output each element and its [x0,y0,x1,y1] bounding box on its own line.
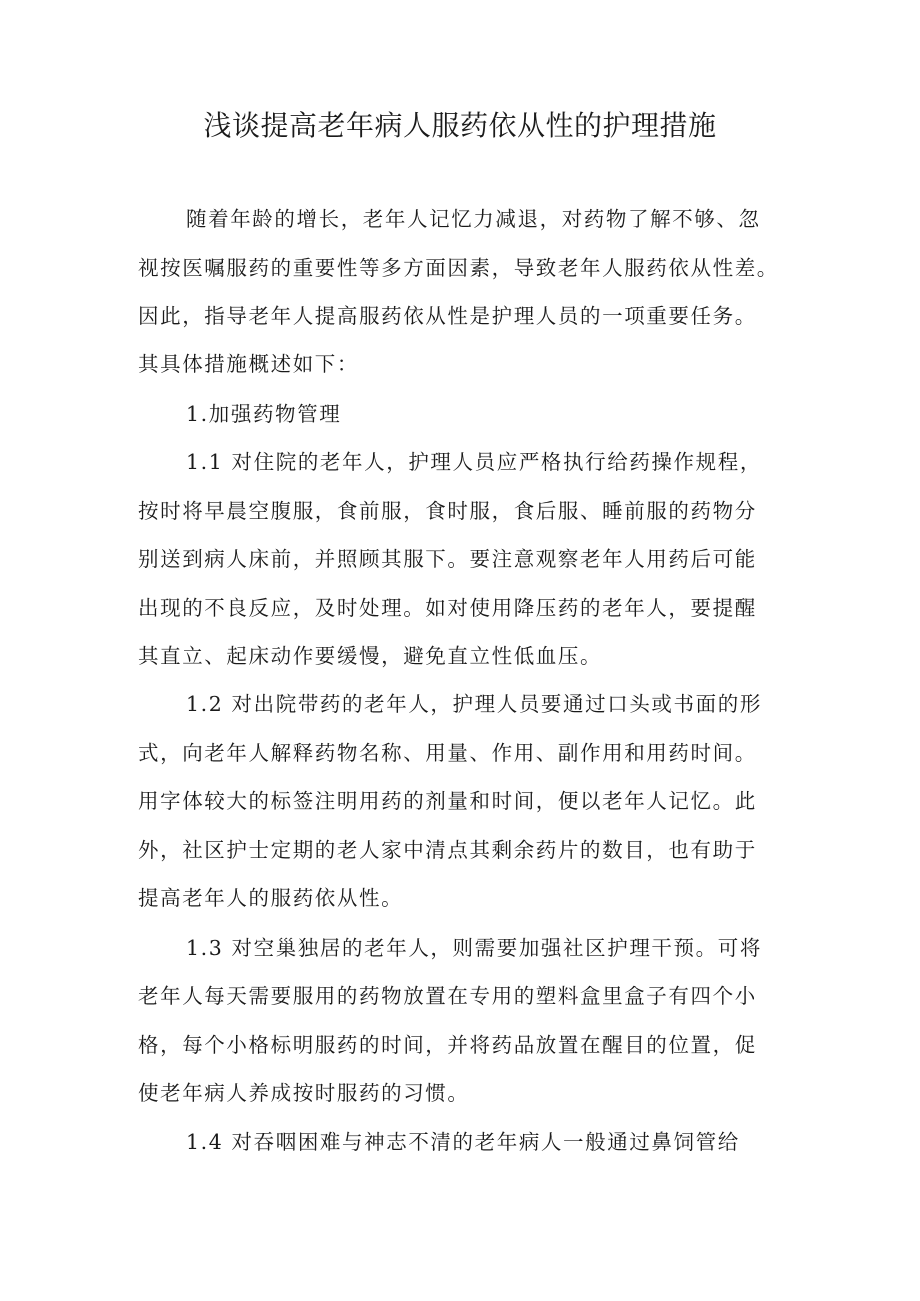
paragraph-line: 用字体较大的标签注明用药的剂量和时间，便以老年人记忆。此 [138,789,757,813]
paragraph-line: 外，社区护士定期的老人家中清点其剩余药片的数目，也有助于 [138,838,757,862]
paragraph-line: 别送到病人床前，并照顾其服下。要注意观察老年人用药后可能 [138,547,757,571]
paragraph-line: 按时将早晨空腹服，食前服，食时服，食后服、睡前服的药物分 [138,499,757,523]
paragraph-line: 使老年病人养成按时服药的习惯。 [138,1081,470,1105]
paragraph-line: 格，每个小格标明服药的时间，并将药品放置在醒目的位置，促 [138,1033,757,1057]
paragraph-line: 因此，指导老年人提高服药依从性是护理人员的一项重要任务。 [138,304,757,328]
paragraph-line: 1.1 对住院的老年人，护理人员应严格执行给药操作规程， [186,450,762,474]
paragraph-line: 1.4 对吞咽困难与神志不清的老年病人一般通过鼻饲管给 [186,1130,740,1154]
paragraph-line: 1.2 对出院带药的老年人，护理人员要通过口头或书面的形 [186,692,762,716]
paragraph-line: 出现的不良反应，及时处理。如对使用降压药的老年人，要提醒 [138,596,757,620]
paragraph-line: 老年人每天需要服用的药物放置在专用的塑料盒里盒子有四个小 [138,984,757,1008]
paragraph-line: 1.3 对空巢独居的老年人，则需要加强社区护理干预。可将 [186,936,762,960]
paragraph-line: 其直立、起床动作要缓慢，避免直立性低血压。 [138,644,603,668]
section-heading: 1.加强药物管理 [186,402,342,426]
paragraph-line: 随着年龄的增长，老年人记忆力减退，对药物了解不够、忽 [186,207,761,231]
paragraph-line: 提高老年人的服药依从性。 [138,886,404,910]
paragraph-line: 式，向老年人解释药物名称、用量、作用、副作用和用药时间。 [138,741,757,765]
paragraph-line: 其具体措施概述如下： [138,352,359,376]
document-title: 浅谈提高老年病人服药依从性的护理措施 [203,109,717,142]
paragraph-line: 视按医嘱服药的重要性等多方面因素，导致老年人服药依从性差。 [138,256,779,280]
